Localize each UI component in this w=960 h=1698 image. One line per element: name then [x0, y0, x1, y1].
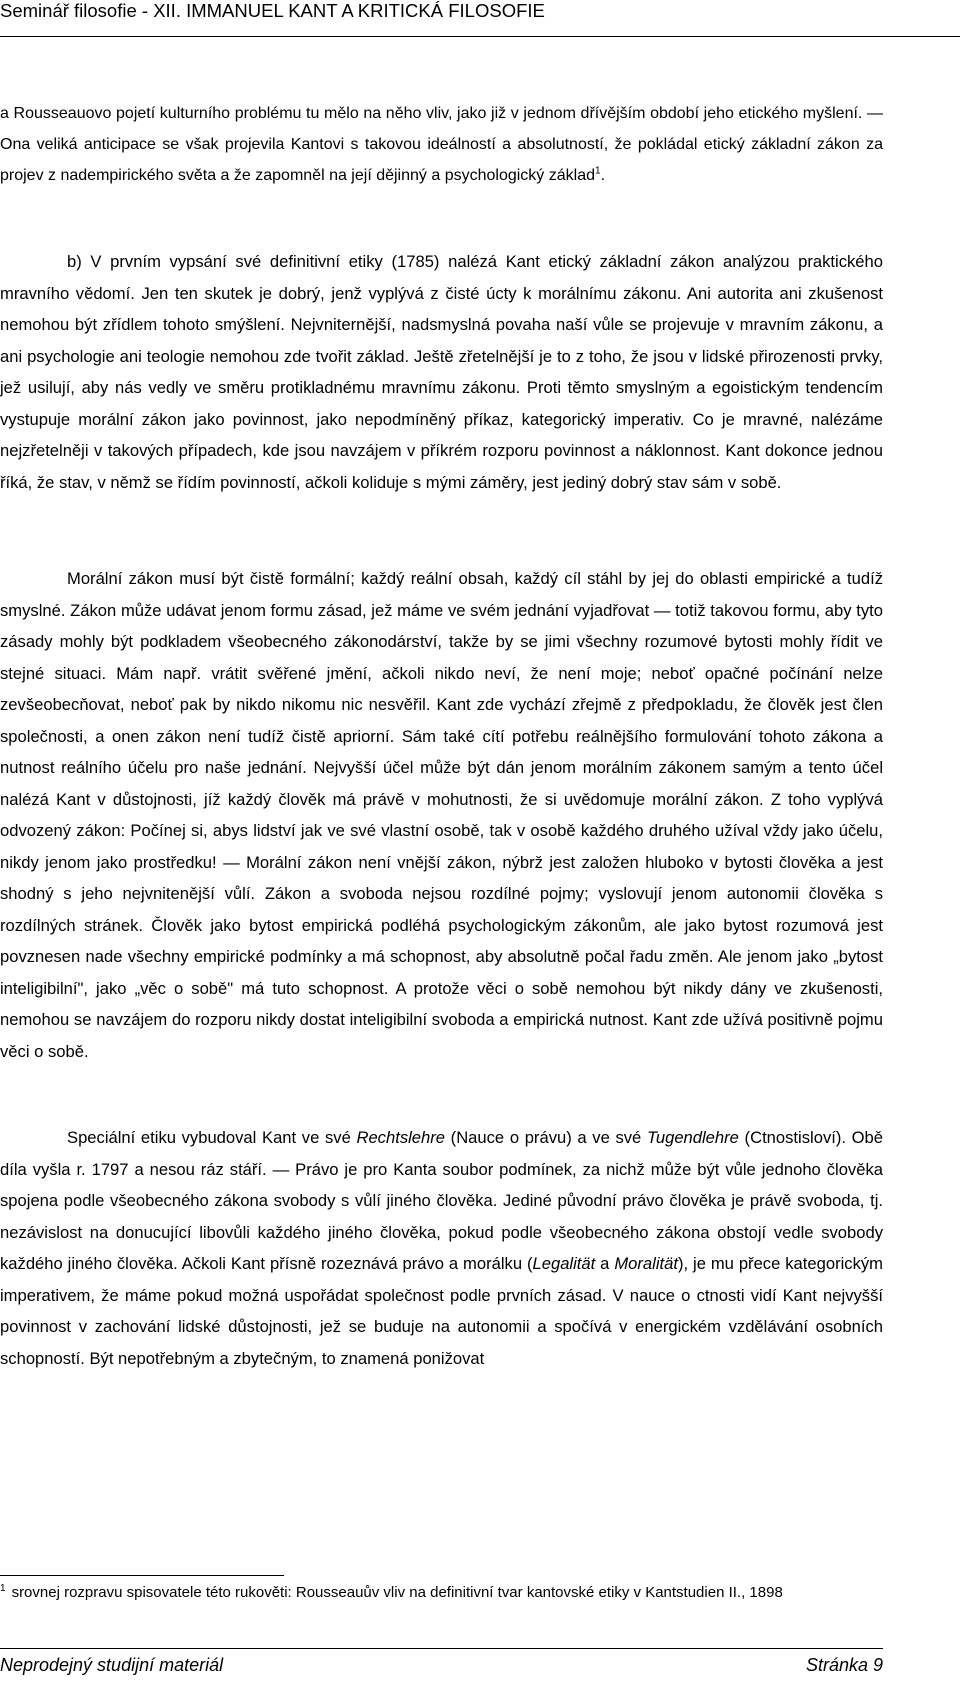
footnote-number: 1 — [0, 1583, 6, 1594]
paragraph-4-text-a: Speciální etiku vybudoval Kant ve své — [67, 1128, 357, 1147]
paragraph-4-text-d: a — [595, 1254, 615, 1273]
paragraph-4-text-e: ), je mu přece kategorickým imperativem, že máme pokud možná uspořádat společnost podle prvních zásad. V nauce o ctnosti vidí Kant nejvyšší povinnost v zachování lidské důstojnosti, jež se buduje na autonomii a spočívá v energickém vzdělávání osobních schopností. Být nepotřebným a zbytečným, to znamená ponižovat — [0, 1254, 883, 1368]
paragraph-4-italic-rechtslehre: Rechtslehre — [356, 1128, 446, 1147]
paragraph-2 — [0, 246, 883, 498]
footer-left: Neprodejný studijní materiál — [0, 1655, 224, 1675]
paragraph-2-text: b) V prvním vypsání své definitivní etiky (1785) nalézá Kant etický základní zákon analýzou praktického mravního vědomí. Jen ten skutek je dobrý, jenž vyplývá z čisté úcty k morálnímu zákonu. Ani autorita ani zkušenost nemohou být zřídlem tohoto smýšlení. Nejvniternější, nadsmyslná povaha naší vůle se projevuje v mravním zákonu, a ani psychologie ani teologie nemohou zde tvořit základ. Ještě zřetelnější je to z toho, že jsou v lidské přirozenosti prvky, jež usilují, aby nás vedly ve směru protikladnému mravnímu zákonu. Proti těmto smyslným a egoistickým tendencím vystupuje morální zákon jako povinnost, jako nepodmíněný příkaz, kategorický imperativ. Co je mravné, nalézáme nejzřetelněji v takových případech, kde jsou navzájem v příkrém rozporu povinnost a náklonnost. Kant dokonce jednou říká, že stav, v němž se řídím povinností, ačkoli koliduje s mými záměry, jest jediný dobrý stav sám v sobě. — [0, 252, 883, 492]
footnote-separator — [0, 1575, 284, 1576]
footer-rule — [0, 1648, 883, 1649]
header-title: Seminář filosofie - XII. IMMANUEL KANT A KRITICKÁ FILOSOFIE — [0, 0, 545, 21]
footnote — [0, 1582, 883, 1604]
header-rule — [0, 36, 960, 37]
paragraph-4-italic-tugendlehre: Tugendlehre — [646, 1128, 739, 1147]
paragraph-4-italic-legalitat: Legalität — [532, 1254, 596, 1273]
footer-page-number: Stránka 9 — [805, 1655, 883, 1675]
paragraph-3 — [0, 563, 883, 1067]
paragraph-4-text-b: (Nauce o právu) a ve své — [445, 1128, 647, 1147]
paragraph-1 — [0, 98, 883, 192]
footnote-text: srovnej rozpravu spisovatele této rukověti: Rousseauův vliv na definitivní tvar kantovské etiky v Kantstudien II., 1898 — [11, 1584, 783, 1601]
footnote-ref[interactable]: 1 — [595, 166, 601, 178]
paragraph-1-text: a Rousseauovo pojetí kulturního problému tu mělo na něho vliv, jako již v jednom dřívějším období jeho etického myšlení. — Ona veliká anticipace se však projevila Kantovi s takovou ideálností a absolutností, že pokládal etický základní zákon za projev z nadempirického světa a že zapomněl na její dějinný a psychologický základ — [0, 105, 883, 185]
paragraph-4-text-c: (Ctnostisloví). Obě díla vyšla r. 1797 a nesou ráz stáří. — Právo je pro Kanta soubor podmínek, za nichž může být vůle jednoho člověka spojena podle všeobecného zákona svobody s vůlí jiného člověka. Jediné původní právo člověka je právě svoboda, tj. nezávislost na donucující libovůli každého jiného člověka, pokud podle všeobecného zákona obstojí vedle svobody každého jiného člověka. Ačkoli Kant přísně rozeznává právo a morálku ( — [0, 1128, 884, 1273]
paragraph-4-italic-moralitat: Moralität — [614, 1254, 678, 1273]
page-footer — [0, 1655, 883, 1676]
paragraph-3-text: Morální zákon musí být čistě formální; každý reální obsah, každý cíl stáhl by jej do oblasti empirické a tudíž smyslné. Zákon může udávat jenom formu zásad, jež máme ve svém jednání vyjadřovat — totiž takovou formu, aby tyto zásady mohly být podkladem všeobecného zákonodárství, takže by se jimi všechny rozumové bytosti mohly řídit ve stejné situaci. Mám např. vrátit svěřené jmění, ačkoli nikdo neví, že není moje; neboť opačné počínání nelze zevšeobecňovat, neboť pak by nikdo nikomu nic nesvěřil. Kant zde vychází zřejmě z předpokladu, že člověk jest člen společnosti, a onen zákon není tudíž čistě apriorní. Sám také cítí potřebu reálnějšího formulování tohoto zákona a nutnost reálního účelu pro naše jednání. Nejvyšší účel může být dán jenom morálním zákonem samým a tento účel nalézá Kant v důstojnosti, jíž každý člověk má právě v mohutnosti, že si uvědomuje morální zákon. Z toho vyplývá odvozený zákon: Počínej si, abys lidství jak ve své vlastní osobě, tak v osobě každého druhého užíval vždy jako účelu, nikdy jenom jako prostředku! — Morální zákon není vnější zákon, nýbrž jest založen hluboko v bytosti člověka a jest shodný s jeho nejvnitenější vůlí. Zákon a svoboda nejsou rozdílné pojmy; vyslovují jenom autonomii člověka s rozdílných stránek. Člověk jako bytost empirická podléhá psychologickým zákonům, ale jako bytost rozumová jest povznesen nade všechny empirické podmínky a má schopnost, aby absolutně počal řadu změn. Ale jenom jako „bytost inteligibilní", jako „věc o sobě" má tuto schopnost. A protože věci o sobě nemohou být nikdy dány ve zkušenosti, nemohou se navzájem do rozporu nikdy dostat inteligibilní svoboda a empirická nutnost. Kant zde užívá positivně pojmu věci o sobě. — [0, 569, 883, 1061]
paragraph-1-end: . — [600, 167, 606, 185]
paragraph-4 — [0, 1122, 883, 1374]
page-header — [0, 0, 545, 22]
